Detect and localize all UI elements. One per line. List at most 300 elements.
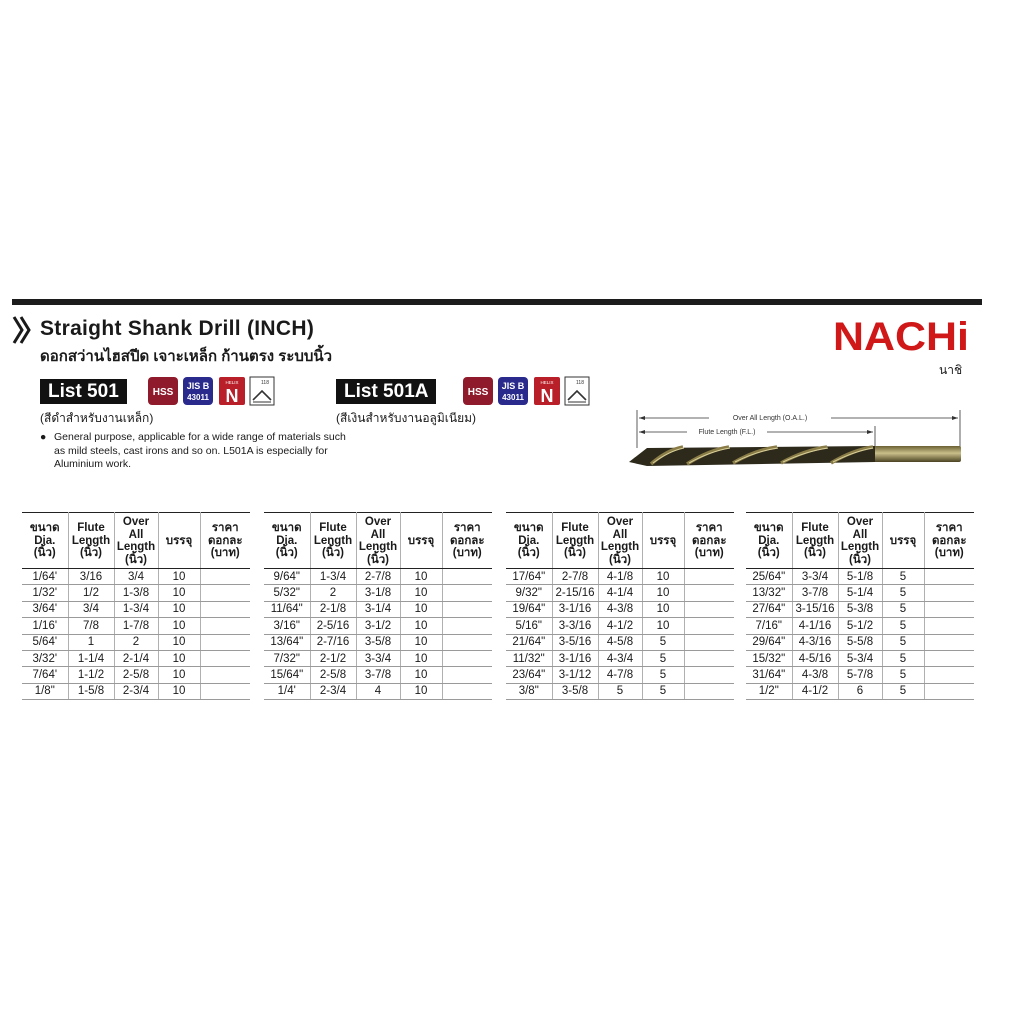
svg-text:118: 118	[261, 380, 269, 386]
header-line: Over All	[122, 516, 150, 541]
cell-flute-length: 2-3/4	[310, 683, 356, 699]
header-line: บรรจุ	[165, 534, 193, 547]
header-pack	[400, 513, 442, 569]
cell-price	[924, 585, 974, 601]
svg-text:HSS: HSS	[467, 387, 489, 398]
header-line: (นิ้ว)	[804, 547, 826, 560]
cell-pack: 5	[882, 618, 924, 634]
table-row	[22, 585, 250, 601]
header-price	[684, 513, 734, 569]
fl-label: Flute Length (F.L.)	[698, 429, 756, 436]
cell-pack: 10	[400, 569, 442, 585]
cell-price	[442, 650, 492, 666]
cell-flute-length: 3-15/16	[792, 601, 838, 617]
cell-pack: 10	[400, 634, 442, 650]
cell-price	[200, 667, 250, 683]
header-line: Flute	[561, 522, 589, 535]
table-row	[746, 683, 974, 699]
cell-pack: 10	[158, 650, 200, 666]
point-angle-icon	[565, 377, 589, 405]
cell-dia: 19/64"	[506, 601, 552, 617]
svg-text:HELIX: HELIX	[540, 380, 554, 385]
cell-pack: 5	[642, 634, 684, 650]
cell-price	[924, 569, 974, 585]
cell-overall-length: 1-3/8	[114, 585, 158, 601]
header-line: (นิ้ว)	[517, 547, 540, 560]
cell-dia: 5/16"	[506, 618, 552, 634]
list-501-note: (สีดำสำหรับงานเหล็ก)	[40, 411, 154, 425]
header-line: Dia.	[758, 534, 780, 547]
cell-price	[200, 618, 250, 634]
cell-pack: 10	[158, 618, 200, 634]
cell-dia: 5/64'	[22, 634, 68, 650]
table-row	[264, 634, 492, 650]
cell-flute-length: 2	[310, 585, 356, 601]
svg-text:118: 118	[576, 380, 584, 386]
cell-flute-length: 2-5/16	[310, 618, 356, 634]
header-pack	[642, 513, 684, 569]
cell-flute-length: 4-5/16	[792, 650, 838, 666]
cell-dia: 1/8"	[22, 683, 68, 699]
cell-flute-length: 3-3/16	[552, 618, 598, 634]
cell-price	[442, 585, 492, 601]
cell-dia: 13/64"	[264, 634, 310, 650]
header-dia	[22, 513, 68, 569]
cell-overall-length: 2-1/4	[114, 650, 158, 666]
cell-flute-length: 2-7/16	[310, 634, 356, 650]
cell-dia: 3/8"	[506, 683, 552, 699]
table-row	[264, 569, 492, 585]
header-line: Length	[600, 541, 640, 553]
header-line: Length	[116, 541, 156, 553]
table-row	[22, 667, 250, 683]
cell-flute-length: 7/8	[68, 618, 114, 634]
cell-price	[684, 667, 734, 683]
cell-pack: 5	[882, 601, 924, 617]
header-line: (นิ้ว)	[125, 553, 147, 566]
svg-text:JIS B: JIS B	[501, 381, 525, 391]
cell-pack: 5	[642, 667, 684, 683]
cell-price	[684, 683, 734, 699]
table-row	[264, 601, 492, 617]
description-text: General purpose, applicable for a wide range of materials such as mild steels, cast irons and so on. L501A is especially for Aluminium work.	[54, 431, 346, 470]
table-row	[746, 601, 974, 617]
jis-badge-icon	[498, 377, 528, 405]
table-row	[506, 585, 734, 601]
table-row	[506, 683, 734, 699]
header-line: (นิ้ว)	[609, 553, 631, 566]
header-line: Length	[71, 534, 111, 547]
header-line: ขนาด	[753, 522, 784, 535]
list-501a-badges	[462, 376, 590, 406]
cell-dia: 3/32'	[22, 650, 68, 666]
cell-price	[684, 634, 734, 650]
cell-overall-length: 5-1/2	[838, 618, 882, 634]
svg-text:N: N	[540, 386, 554, 406]
cell-dia: 27/64"	[746, 601, 792, 617]
header-line: (นิ้ว)	[80, 547, 102, 560]
cell-dia: 13/32"	[746, 585, 792, 601]
header-line: (นิ้ว)	[757, 547, 780, 560]
cell-price	[924, 683, 974, 699]
cell-pack: 10	[158, 585, 200, 601]
cell-dia: 11/64"	[264, 601, 310, 617]
size-table-4	[746, 512, 974, 700]
cell-dia: 1/64'	[22, 569, 68, 585]
cell-flute-length: 4-3/8	[792, 667, 838, 683]
list-501a-label: List 501A	[336, 379, 436, 404]
cell-overall-length: 5-3/8	[838, 601, 882, 617]
size-table-1	[22, 512, 250, 700]
cell-overall-length: 5	[598, 683, 642, 699]
cell-overall-length: 3/4	[114, 569, 158, 585]
table-row	[506, 634, 734, 650]
cell-pack: 10	[642, 601, 684, 617]
drill-illustration	[627, 400, 967, 480]
header-overall-length	[838, 513, 882, 569]
cell-flute-length: 1-5/8	[68, 683, 114, 699]
svg-text:43011: 43011	[502, 393, 524, 402]
table-row	[264, 650, 492, 666]
cell-dia: 23/64"	[506, 667, 552, 683]
cell-overall-length: 3-1/2	[356, 618, 400, 634]
top-rule	[12, 299, 982, 305]
cell-dia: 9/64"	[264, 569, 310, 585]
table-row	[22, 601, 250, 617]
cell-overall-length: 5-7/8	[838, 667, 882, 683]
table-header-row	[506, 513, 734, 569]
table-row	[264, 618, 492, 634]
cell-pack: 10	[400, 683, 442, 699]
cell-dia: 15/32"	[746, 650, 792, 666]
header-line: (นิ้ว)	[33, 547, 56, 560]
header-overall-length	[598, 513, 642, 569]
header-pack	[882, 513, 924, 569]
cell-flute-length: 4-1/2	[792, 683, 838, 699]
table-row	[22, 683, 250, 699]
cell-price	[200, 634, 250, 650]
cell-pack: 10	[158, 634, 200, 650]
cell-dia: 1/4'	[264, 683, 310, 699]
header-dia	[746, 513, 792, 569]
header-line: Flute	[319, 522, 347, 535]
cell-price	[684, 618, 734, 634]
cell-pack: 5	[642, 683, 684, 699]
cell-overall-length: 4-3/8	[598, 601, 642, 617]
header-dia	[264, 513, 310, 569]
header-line: Dia.	[518, 534, 540, 547]
hss-badge-icon	[463, 377, 493, 405]
cell-price	[200, 569, 250, 585]
table-row	[264, 683, 492, 699]
cell-overall-length: 4-1/8	[598, 569, 642, 585]
header-line: ราคา	[453, 522, 481, 535]
helix-n-badge-icon	[534, 377, 560, 406]
cell-price	[924, 601, 974, 617]
cell-overall-length: 2-5/8	[114, 667, 158, 683]
cell-overall-length: 3-3/4	[356, 650, 400, 666]
cell-flute-length: 2-5/8	[310, 667, 356, 683]
size-table-3	[506, 512, 734, 700]
cell-pack: 10	[400, 667, 442, 683]
cell-flute-length: 3-1/16	[552, 650, 598, 666]
header-line: Dia.	[276, 534, 298, 547]
cell-price	[684, 601, 734, 617]
cell-overall-length: 5-5/8	[838, 634, 882, 650]
cell-dia: 5/32"	[264, 585, 310, 601]
header-overall-length	[356, 513, 400, 569]
cell-overall-length: 1-3/4	[114, 601, 158, 617]
header-line: (บาท)	[934, 547, 964, 560]
cell-pack: 10	[642, 618, 684, 634]
cell-price	[684, 650, 734, 666]
table-row	[264, 585, 492, 601]
cell-overall-length: 4	[356, 683, 400, 699]
cell-flute-length: 3-1/12	[552, 667, 598, 683]
cell-flute-length: 3-5/16	[552, 634, 598, 650]
cell-dia: 9/32"	[506, 585, 552, 601]
header-line: (นิ้ว)	[564, 547, 586, 560]
cell-flute-length: 3/4	[68, 601, 114, 617]
cell-flute-length: 3/16	[68, 569, 114, 585]
table-header-row	[22, 513, 250, 569]
table-row	[22, 618, 250, 634]
cell-dia: 15/64"	[264, 667, 310, 683]
cell-price	[442, 601, 492, 617]
cell-pack: 10	[158, 683, 200, 699]
cell-overall-length: 2-7/8	[356, 569, 400, 585]
cell-pack: 5	[882, 650, 924, 666]
header-line: Flute	[77, 522, 105, 535]
cell-flute-length: 3-1/16	[552, 601, 598, 617]
cell-pack: 10	[400, 601, 442, 617]
header-overall-length	[114, 513, 158, 569]
cell-flute-length: 3-5/8	[552, 683, 598, 699]
cell-price	[200, 601, 250, 617]
double-chevron-icon	[12, 314, 32, 346]
cell-dia: 7/64'	[22, 667, 68, 683]
svg-text:HELIX: HELIX	[225, 380, 239, 385]
cell-price	[200, 650, 250, 666]
header-line: Flute	[801, 522, 829, 535]
cell-overall-length: 5-1/4	[838, 585, 882, 601]
header-flute-length	[552, 513, 598, 569]
cell-pack: 10	[158, 569, 200, 585]
header-line: บรรจุ	[649, 534, 677, 547]
cell-dia: 21/64"	[506, 634, 552, 650]
header-line: Length	[840, 541, 880, 553]
header-line: Dia.	[34, 534, 56, 547]
cell-pack: 5	[882, 634, 924, 650]
table-row	[22, 650, 250, 666]
header-line: ดอกละ	[691, 534, 727, 547]
table-header-row	[746, 513, 974, 569]
cell-price	[442, 667, 492, 683]
svg-text:N: N	[225, 386, 239, 406]
table-row	[746, 634, 974, 650]
header-line: ดอกละ	[449, 534, 485, 547]
header-line: Length	[555, 534, 595, 547]
table-row	[506, 569, 734, 585]
cell-overall-length: 3-5/8	[356, 634, 400, 650]
header-line: (นิ้ว)	[849, 553, 871, 566]
cell-pack: 5	[882, 585, 924, 601]
list-501a-note: (สีเงินสำหรับงานอลูมิเนียม)	[336, 411, 477, 425]
header-flute-length	[792, 513, 838, 569]
page-title: Straight Shank Drill (INCH)	[40, 317, 315, 340]
cell-flute-length: 1-1/2	[68, 667, 114, 683]
header-line: ราคา	[211, 522, 239, 535]
cell-pack: 10	[400, 585, 442, 601]
header-line: Over All	[364, 516, 392, 541]
cell-overall-length: 1-7/8	[114, 618, 158, 634]
svg-text:JIS B: JIS B	[186, 381, 210, 391]
cell-dia: 3/64'	[22, 601, 68, 617]
cell-overall-length: 4-7/8	[598, 667, 642, 683]
header-line: (บาท)	[210, 547, 240, 560]
table-row	[746, 650, 974, 666]
cell-flute-length: 2-15/16	[552, 585, 598, 601]
cell-price	[200, 585, 250, 601]
cell-pack: 10	[400, 650, 442, 666]
jis-badge-icon	[183, 377, 213, 405]
cell-price	[442, 634, 492, 650]
cell-flute-length: 4-1/16	[792, 618, 838, 634]
header-line: ราคา	[695, 522, 723, 535]
header-line: ขนาด	[513, 522, 544, 535]
cell-price	[924, 634, 974, 650]
cell-price	[684, 585, 734, 601]
cell-price	[200, 683, 250, 699]
cell-dia: 11/32"	[506, 650, 552, 666]
nachi-logo	[833, 312, 971, 356]
cell-flute-length: 1-3/4	[310, 569, 356, 585]
header-line: ขนาด	[29, 522, 60, 535]
header-flute-length	[68, 513, 114, 569]
table-row	[746, 618, 974, 634]
table-row	[506, 650, 734, 666]
table-row	[22, 569, 250, 585]
header-dia	[506, 513, 552, 569]
cell-flute-length: 4-3/16	[792, 634, 838, 650]
cell-flute-length: 2-1/2	[310, 650, 356, 666]
cell-dia: 7/32"	[264, 650, 310, 666]
cell-price	[924, 667, 974, 683]
list-501-badges	[147, 376, 275, 406]
cell-pack: 10	[642, 585, 684, 601]
cell-price	[442, 569, 492, 585]
cell-flute-length: 3-3/4	[792, 569, 838, 585]
header-line: บรรจุ	[889, 534, 917, 547]
header-line: (นิ้ว)	[367, 553, 389, 566]
table-row	[264, 667, 492, 683]
cell-flute-length: 2-7/8	[552, 569, 598, 585]
bullet-icon: ●	[40, 431, 47, 443]
header-line: (บาท)	[694, 547, 724, 560]
header-price	[924, 513, 974, 569]
cell-flute-length: 1	[68, 634, 114, 650]
cell-price	[924, 618, 974, 634]
header-line: ราคา	[935, 522, 963, 535]
cell-overall-length: 3-7/8	[356, 667, 400, 683]
header-line: Length	[313, 534, 353, 547]
cell-overall-length: 5-1/8	[838, 569, 882, 585]
svg-text:NACHi: NACHi	[833, 315, 969, 356]
table-row	[22, 634, 250, 650]
cell-dia: 17/64"	[506, 569, 552, 585]
header-line: บรรจุ	[407, 534, 435, 547]
header-line: (นิ้ว)	[322, 547, 344, 560]
page-subtitle-thai: ดอกสว่านไฮสปีด เจาะเหล็ก ก้านตรง ระบบนิ้ว	[40, 348, 333, 365]
header-line: Length	[795, 534, 835, 547]
cell-dia: 31/64"	[746, 667, 792, 683]
point-angle-icon	[250, 377, 274, 405]
cell-price	[684, 569, 734, 585]
header-line: ดอกละ	[207, 534, 243, 547]
cell-overall-length: 3-1/8	[356, 585, 400, 601]
description	[40, 431, 350, 472]
header-price	[200, 513, 250, 569]
cell-overall-length: 4-3/4	[598, 650, 642, 666]
header-price	[442, 513, 492, 569]
table-row	[746, 667, 974, 683]
table-row	[746, 585, 974, 601]
header-line: Length	[358, 541, 398, 553]
size-table-2	[264, 512, 492, 700]
table-row	[506, 618, 734, 634]
cell-price	[442, 618, 492, 634]
cell-flute-length: 1-1/4	[68, 650, 114, 666]
table-header-row	[264, 513, 492, 569]
cell-pack: 10	[400, 618, 442, 634]
cell-pack: 10	[158, 601, 200, 617]
cell-overall-length: 4-1/4	[598, 585, 642, 601]
header-line: (บาท)	[452, 547, 482, 560]
header-line: Over All	[606, 516, 634, 541]
cell-pack: 5	[882, 569, 924, 585]
helix-n-badge-icon	[219, 377, 245, 406]
cell-dia: 1/16'	[22, 618, 68, 634]
cell-dia: 7/16"	[746, 618, 792, 634]
header-line: (นิ้ว)	[275, 547, 298, 560]
cell-pack: 5	[882, 683, 924, 699]
cell-dia: 1/32'	[22, 585, 68, 601]
cell-overall-length: 5-3/4	[838, 650, 882, 666]
cell-dia: 1/2"	[746, 683, 792, 699]
cell-pack: 5	[642, 650, 684, 666]
cell-pack: 10	[158, 667, 200, 683]
brand-thai: นาชิ	[939, 363, 963, 377]
cell-pack: 5	[882, 667, 924, 683]
cell-flute-length: 3-7/8	[792, 585, 838, 601]
cell-price	[442, 683, 492, 699]
cell-dia: 25/64"	[746, 569, 792, 585]
header-line: ขนาด	[271, 522, 302, 535]
cell-overall-length: 4-1/2	[598, 618, 642, 634]
header-flute-length	[310, 513, 356, 569]
svg-text:43011: 43011	[187, 393, 209, 402]
header-pack	[158, 513, 200, 569]
header-line: Over All	[846, 516, 874, 541]
cell-flute-length: 1/2	[68, 585, 114, 601]
table-row	[506, 601, 734, 617]
hss-badge-icon	[148, 377, 178, 405]
header-line: ดอกละ	[931, 534, 967, 547]
table-row	[506, 667, 734, 683]
cell-overall-length: 4-5/8	[598, 634, 642, 650]
table-row	[746, 569, 974, 585]
cell-dia: 3/16"	[264, 618, 310, 634]
